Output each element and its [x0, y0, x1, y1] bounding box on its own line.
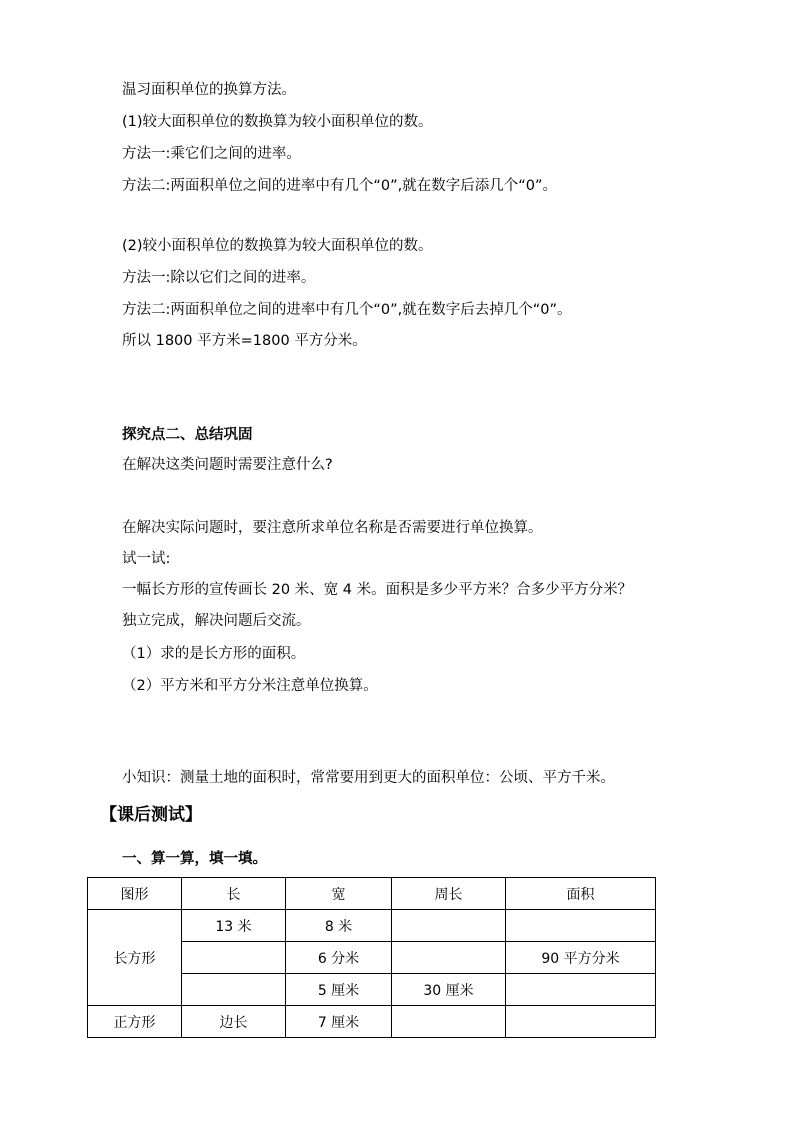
- conclusion-line: 所以 1800 平方米=1800 平方分米。: [122, 333, 367, 349]
- table-cell: 6 分米: [286, 942, 392, 974]
- exercise-table: [87, 877, 656, 1038]
- header-cell-area: 面积: [506, 878, 656, 910]
- table-row: [88, 1006, 656, 1038]
- section-heading: 【课后测试】: [100, 805, 202, 825]
- rule-1-method-1: 方法一:乘它们之间的进率。: [122, 146, 301, 162]
- header-cell-length: 长: [182, 878, 286, 910]
- hint-1: （1）求的是长方形的面积。: [122, 646, 306, 662]
- explore-point-two-heading: 探究点二、总结巩固: [122, 427, 253, 443]
- rule-2-method-1: 方法一:除以它们之间的进率。: [122, 270, 316, 286]
- table-cell: 13 米: [182, 910, 286, 942]
- table-cell: 8 米: [286, 910, 392, 942]
- rule-1-method-2: 方法二:两面积单位之间的进率中有几个“0”,就在数字后添几个“0”。: [122, 178, 557, 194]
- header-cell-perimeter: 周长: [392, 878, 506, 910]
- rule-1-title: (1)较大面积单位的数换算为较小面积单位的数。: [122, 114, 433, 130]
- table-header-row: [88, 878, 656, 910]
- table-cell[interactable]: [392, 910, 506, 942]
- table-cell[interactable]: [506, 910, 656, 942]
- table-row: [88, 910, 656, 942]
- answer-line: 在解决实际问题时，要注意所求单位名称是否需要进行单位换算。: [122, 520, 543, 536]
- exercise-title: 一、算一算，填一填。: [122, 851, 267, 867]
- table-cell[interactable]: [392, 1006, 506, 1038]
- table-cell[interactable]: [182, 942, 286, 974]
- table-cell: 5 厘米: [286, 974, 392, 1006]
- try-it-label: 试一试:: [122, 551, 171, 567]
- table-cell: 90 平方分米: [506, 942, 656, 974]
- table-cell: 30 厘米: [392, 974, 506, 1006]
- rule-2-title: (2)较小面积单位的数换算为较大面积单位的数。: [122, 238, 433, 254]
- table-cell: 7 厘米: [286, 1006, 392, 1038]
- table-cell[interactable]: [506, 974, 656, 1006]
- hint-2: （2）平方米和平方分米注意单位换算。: [122, 678, 378, 694]
- table-cell[interactable]: [182, 974, 286, 1006]
- table-cell[interactable]: [392, 942, 506, 974]
- rectangle-label-cell: 长方形: [88, 910, 182, 1006]
- tip-line: 小知识：测量土地的面积时，常常要用到更大的面积单位：公顷、平方千米。: [122, 770, 615, 786]
- rule-2-method-2: 方法二:两面积单位之间的进率中有几个“0”,就在数字后去掉几个“0”。: [122, 302, 572, 318]
- practice-problem: 一幅长方形的宣传画长 20 米、宽 4 米。面积是多少平方米？合多少平方分米？: [122, 582, 633, 598]
- table-cell[interactable]: [506, 1006, 656, 1038]
- review-intro: 温习面积单位的换算方法。: [122, 82, 296, 98]
- question-line: 在解决这类问题时需要注意什么?: [122, 457, 333, 473]
- table-cell: 边长: [182, 1006, 286, 1038]
- square-label-cell: 正方形: [88, 1006, 182, 1038]
- header-cell-shape: 图形: [88, 878, 182, 910]
- instruction-line: 独立完成，解决问题后交流。: [122, 613, 311, 629]
- header-cell-width: 宽: [286, 878, 392, 910]
